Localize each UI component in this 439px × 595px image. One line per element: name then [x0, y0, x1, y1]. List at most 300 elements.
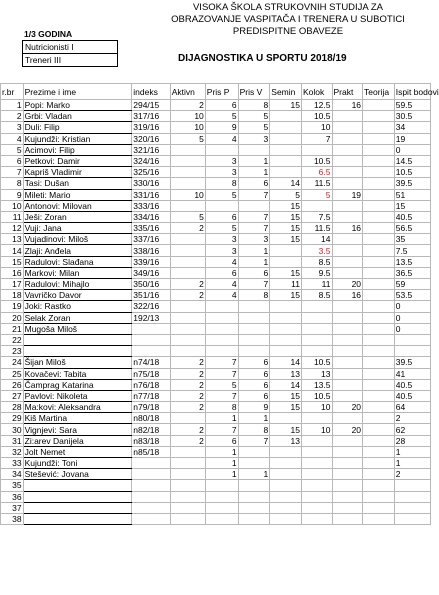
cell-idx[interactable]: 322/16 [132, 301, 170, 312]
cell-idx[interactable]: 338/16 [132, 245, 170, 256]
cell-akt[interactable] [170, 334, 205, 345]
cell-kol[interactable] [301, 301, 332, 312]
cell-teo[interactable] [363, 480, 395, 491]
cell-name[interactable]: Duli: Filip [23, 122, 132, 133]
cell-akt[interactable] [170, 312, 205, 323]
cell-prakt[interactable] [332, 435, 363, 446]
cell-pv[interactable]: 3 [238, 234, 270, 245]
cell-pp[interactable]: 1 [205, 413, 238, 424]
cell-kol[interactable]: 13.5 [301, 379, 332, 390]
cell-rb[interactable]: 24 [1, 357, 24, 368]
cell-prakt[interactable] [332, 323, 363, 334]
cell-kol[interactable]: 14 [301, 234, 332, 245]
cell-pv[interactable]: 6 [238, 357, 270, 368]
cell-rb[interactable]: 38 [1, 513, 24, 524]
cell-isp[interactable]: 36.5 [394, 267, 430, 278]
cell-isp[interactable]: 13.5 [394, 256, 430, 267]
cell-idx[interactable]: n77/18 [132, 390, 170, 401]
cell-pv[interactable]: 7 [238, 279, 270, 290]
cell-rb[interactable]: 34 [1, 469, 24, 480]
cell-akt[interactable]: 2 [170, 390, 205, 401]
cell-teo[interactable] [363, 200, 395, 211]
cell-name[interactable]: Kujundži: Kristian [23, 133, 132, 144]
cell-teo[interactable] [363, 513, 395, 524]
cell-name[interactable]: Kovačevi: Tabita [23, 368, 132, 379]
cell-sem[interactable] [270, 133, 302, 144]
cell-akt[interactable] [170, 144, 205, 155]
cell-teo[interactable] [363, 279, 395, 290]
cell-pp[interactable]: 4 [205, 279, 238, 290]
cell-idx[interactable]: 192/13 [132, 312, 170, 323]
cell-pv[interactable]: 1 [238, 155, 270, 166]
cell-kol[interactable] [301, 446, 332, 457]
cell-prakt[interactable] [332, 155, 363, 166]
cell-pp[interactable] [205, 323, 238, 334]
cell-idx[interactable]: n80/18 [132, 413, 170, 424]
cell-name[interactable]: Ješi: Zoran [23, 211, 132, 222]
cell-sem[interactable]: 15 [270, 223, 302, 234]
cell-kol[interactable]: 10 [301, 402, 332, 413]
cell-name[interactable]: Kujundži: Toni [23, 458, 132, 469]
cell-kol[interactable]: 11.5 [301, 223, 332, 234]
cell-rb[interactable]: 10 [1, 200, 24, 211]
cell-kol[interactable]: 7 [301, 133, 332, 144]
cell-pp[interactable]: 4 [205, 133, 238, 144]
cell-rb[interactable]: 15 [1, 256, 24, 267]
cell-idx[interactable]: n83/18 [132, 435, 170, 446]
cell-kol[interactable]: 7.5 [301, 211, 332, 222]
cell-isp[interactable]: 35 [394, 234, 430, 245]
cell-pp[interactable]: 7 [205, 357, 238, 368]
cell-idx[interactable]: 333/16 [132, 200, 170, 211]
cell-rb[interactable]: 35 [1, 480, 24, 491]
cell-pp[interactable]: 6 [205, 100, 238, 111]
cell-name[interactable]: Jolt Nemet [23, 446, 132, 457]
cell-kol[interactable]: 10.5 [301, 111, 332, 122]
cell-sem[interactable] [270, 513, 302, 524]
cell-isp[interactable]: 59.5 [394, 100, 430, 111]
cell-sem[interactable] [270, 502, 302, 513]
cell-kol[interactable]: 10.5 [301, 155, 332, 166]
cell-akt[interactable]: 2 [170, 100, 205, 111]
cell-isp[interactable]: 59 [394, 279, 430, 290]
cell-isp[interactable]: 39.5 [394, 357, 430, 368]
cell-pv[interactable] [238, 346, 270, 357]
cell-akt[interactable]: 2 [170, 279, 205, 290]
cell-rb[interactable]: 25 [1, 368, 24, 379]
cell-pp[interactable]: 3 [205, 234, 238, 245]
cell-pv[interactable] [238, 491, 270, 502]
cell-sem[interactable] [270, 155, 302, 166]
cell-pv[interactable]: 1 [238, 245, 270, 256]
cell-rb[interactable]: 22 [1, 334, 24, 345]
cell-teo[interactable] [363, 167, 395, 178]
cell-name[interactable]: Pavlovi: Nikoleta [23, 390, 132, 401]
cell-isp[interactable] [394, 334, 430, 345]
cell-teo[interactable] [363, 368, 395, 379]
cell-name[interactable]: Tasi: Dušan [23, 178, 132, 189]
cell-name[interactable]: Stešević: Jovana [23, 469, 132, 480]
cell-isp[interactable]: 39.5 [394, 178, 430, 189]
cell-pp[interactable]: 3 [205, 155, 238, 166]
cell-idx[interactable]: 350/16 [132, 279, 170, 290]
cell-kol[interactable] [301, 144, 332, 155]
cell-akt[interactable] [170, 200, 205, 211]
cell-isp[interactable] [394, 480, 430, 491]
cell-name[interactable]: Radulovi: Mihajlo [23, 279, 132, 290]
cell-isp[interactable]: 1 [394, 446, 430, 457]
cell-kol[interactable]: 8.5 [301, 256, 332, 267]
cell-akt[interactable] [170, 480, 205, 491]
cell-name[interactable]: Šijan Miloš [23, 357, 132, 368]
cell-teo[interactable] [363, 301, 395, 312]
cell-idx[interactable]: 320/16 [132, 133, 170, 144]
cell-isp[interactable]: 56.5 [394, 223, 430, 234]
cell-pv[interactable] [238, 480, 270, 491]
cell-teo[interactable] [363, 413, 395, 424]
cell-akt[interactable]: 10 [170, 189, 205, 200]
cell-idx[interactable]: n79/18 [132, 402, 170, 413]
cell-sem[interactable] [270, 334, 302, 345]
cell-name[interactable]: Radulovi: Slađana [23, 256, 132, 267]
cell-prakt[interactable] [332, 211, 363, 222]
cell-name[interactable]: Selak Zoran [23, 312, 132, 323]
cell-kol[interactable] [301, 469, 332, 480]
cell-pv[interactable]: 1 [238, 167, 270, 178]
cell-prakt[interactable] [332, 390, 363, 401]
cell-pp[interactable] [205, 312, 238, 323]
cell-pv[interactable]: 6 [238, 368, 270, 379]
cell-kol[interactable]: 13 [301, 368, 332, 379]
cell-kol[interactable] [301, 502, 332, 513]
cell-prakt[interactable] [332, 245, 363, 256]
cell-sem[interactable] [270, 491, 302, 502]
cell-kol[interactable]: 10 [301, 122, 332, 133]
cell-prakt[interactable] [332, 312, 363, 323]
cell-rb[interactable]: 3 [1, 122, 24, 133]
cell-teo[interactable] [363, 245, 395, 256]
cell-name[interactable]: Zi:arev Danijela [23, 435, 132, 446]
cell-idx[interactable] [132, 323, 170, 334]
cell-pv[interactable] [238, 334, 270, 345]
cell-teo[interactable] [363, 334, 395, 345]
cell-isp[interactable]: 7.5 [394, 245, 430, 256]
cell-kol[interactable] [301, 346, 332, 357]
cell-akt[interactable]: 5 [170, 133, 205, 144]
cell-prakt[interactable] [332, 234, 363, 245]
cell-prakt[interactable] [332, 346, 363, 357]
cell-teo[interactable] [363, 346, 395, 357]
cell-teo[interactable] [363, 155, 395, 166]
cell-idx[interactable]: 321/16 [132, 144, 170, 155]
cell-prakt[interactable] [332, 178, 363, 189]
cell-pp[interactable]: 5 [205, 223, 238, 234]
cell-idx[interactable] [132, 469, 170, 480]
cell-akt[interactable]: 2 [170, 402, 205, 413]
cell-isp[interactable]: 0 [394, 301, 430, 312]
cell-prakt[interactable] [332, 357, 363, 368]
cell-idx[interactable]: 334/16 [132, 211, 170, 222]
cell-kol[interactable] [301, 491, 332, 502]
cell-pp[interactable]: 7 [205, 390, 238, 401]
cell-sem[interactable]: 15 [270, 267, 302, 278]
cell-name[interactable]: Petkovi: Damir [23, 155, 132, 166]
cell-kol[interactable] [301, 435, 332, 446]
cell-prakt[interactable] [332, 133, 363, 144]
cell-rb[interactable]: 9 [1, 189, 24, 200]
cell-teo[interactable] [363, 111, 395, 122]
cell-sem[interactable]: 15 [270, 100, 302, 111]
cell-rb[interactable]: 32 [1, 446, 24, 457]
cell-akt[interactable]: 2 [170, 379, 205, 390]
cell-pv[interactable] [238, 200, 270, 211]
cell-teo[interactable] [363, 290, 395, 301]
cell-rb[interactable]: 6 [1, 155, 24, 166]
cell-rb[interactable]: 33 [1, 458, 24, 469]
cell-name[interactable]: Antonovi: Milovan [23, 200, 132, 211]
cell-isp[interactable]: 1 [394, 458, 430, 469]
cell-name[interactable] [23, 513, 132, 524]
cell-rb[interactable]: 1 [1, 100, 24, 111]
cell-isp[interactable]: 0 [394, 312, 430, 323]
cell-rb[interactable]: 12 [1, 223, 24, 234]
cell-pp[interactable] [205, 491, 238, 502]
column-header[interactable]: Prakt [332, 84, 363, 100]
cell-pp[interactable]: 9 [205, 122, 238, 133]
cell-pp[interactable] [205, 200, 238, 211]
cell-prakt[interactable] [332, 480, 363, 491]
cell-isp[interactable]: 2 [394, 469, 430, 480]
cell-kol[interactable]: 12.5 [301, 100, 332, 111]
cell-rb[interactable]: 36 [1, 491, 24, 502]
cell-sem[interactable] [270, 480, 302, 491]
cell-pv[interactable]: 6 [238, 379, 270, 390]
cell-rb[interactable]: 30 [1, 424, 24, 435]
cell-isp[interactable] [394, 491, 430, 502]
cell-pp[interactable] [205, 301, 238, 312]
cell-sem[interactable] [270, 312, 302, 323]
cell-name[interactable] [23, 480, 132, 491]
cell-prakt[interactable] [332, 502, 363, 513]
cell-idx[interactable]: 351/16 [132, 290, 170, 301]
cell-teo[interactable] [363, 211, 395, 222]
cell-isp[interactable]: 19 [394, 133, 430, 144]
cell-name[interactable]: Vuji: Jana [23, 223, 132, 234]
cell-pv[interactable] [238, 301, 270, 312]
cell-teo[interactable] [363, 189, 395, 200]
cell-sem[interactable]: 13 [270, 435, 302, 446]
cell-isp[interactable]: 41 [394, 368, 430, 379]
cell-prakt[interactable] [332, 200, 363, 211]
column-header[interactable]: Ispit bodovi [394, 84, 430, 100]
cell-teo[interactable] [363, 491, 395, 502]
cell-pp[interactable]: 3 [205, 245, 238, 256]
cell-idx[interactable]: n75/18 [132, 368, 170, 379]
cell-kol[interactable] [301, 413, 332, 424]
cell-rb[interactable]: 8 [1, 178, 24, 189]
cell-name[interactable]: Čamprag Katarina [23, 379, 132, 390]
cell-teo[interactable] [363, 312, 395, 323]
cell-teo[interactable] [363, 223, 395, 234]
cell-sem[interactable] [270, 245, 302, 256]
cell-name[interactable]: Vignjevi: Sara [23, 424, 132, 435]
cell-teo[interactable] [363, 424, 395, 435]
cell-pp[interactable] [205, 346, 238, 357]
cell-isp[interactable]: 64 [394, 402, 430, 413]
cell-akt[interactable] [170, 167, 205, 178]
cell-rb[interactable]: 37 [1, 502, 24, 513]
cell-prakt[interactable]: 20 [332, 279, 363, 290]
cell-isp[interactable]: 40.5 [394, 379, 430, 390]
cell-akt[interactable] [170, 413, 205, 424]
cell-isp[interactable]: 51 [394, 189, 430, 200]
cell-pv[interactable]: 7 [238, 223, 270, 234]
cell-akt[interactable] [170, 256, 205, 267]
cell-kol[interactable] [301, 323, 332, 334]
cell-akt[interactable] [170, 513, 205, 524]
cell-pp[interactable]: 7 [205, 424, 238, 435]
cell-sem[interactable]: 15 [270, 402, 302, 413]
cell-akt[interactable] [170, 301, 205, 312]
cell-akt[interactable] [170, 491, 205, 502]
cell-isp[interactable]: 62 [394, 424, 430, 435]
cell-teo[interactable] [363, 458, 395, 469]
cell-prakt[interactable]: 19 [332, 189, 363, 200]
cell-name[interactable]: Kiš Martina [23, 413, 132, 424]
cell-rb[interactable]: 23 [1, 346, 24, 357]
cell-prakt[interactable]: 16 [332, 290, 363, 301]
column-header[interactable]: Pris V [238, 84, 270, 100]
cell-idx[interactable] [132, 346, 170, 357]
cell-idx[interactable]: 339/16 [132, 256, 170, 267]
cell-name[interactable]: Ma:kovi: Aleksandra [23, 402, 132, 413]
cell-idx[interactable]: 337/16 [132, 234, 170, 245]
cell-pv[interactable]: 5 [238, 122, 270, 133]
cell-rb[interactable]: 11 [1, 211, 24, 222]
cell-name[interactable]: Acimovi: Filip [23, 144, 132, 155]
cell-prakt[interactable] [332, 491, 363, 502]
cell-rb[interactable]: 18 [1, 290, 24, 301]
cell-pv[interactable] [238, 144, 270, 155]
cell-name[interactable]: Mileti: Mario [23, 189, 132, 200]
cell-idx[interactable]: 335/16 [132, 223, 170, 234]
cell-kol[interactable] [301, 513, 332, 524]
cell-teo[interactable] [363, 178, 395, 189]
cell-pv[interactable] [238, 502, 270, 513]
cell-name[interactable] [23, 334, 132, 345]
cell-name[interactable]: Grbi: Vladan [23, 111, 132, 122]
cell-sem[interactable] [270, 413, 302, 424]
cell-akt[interactable] [170, 178, 205, 189]
cell-sem[interactable]: 11 [270, 279, 302, 290]
cell-pv[interactable]: 6 [238, 390, 270, 401]
cell-sem[interactable] [270, 256, 302, 267]
cell-pv[interactable]: 8 [238, 290, 270, 301]
cell-akt[interactable] [170, 267, 205, 278]
cell-isp[interactable]: 34 [394, 122, 430, 133]
cell-idx[interactable]: n82/18 [132, 424, 170, 435]
cell-teo[interactable] [363, 133, 395, 144]
column-header[interactable]: Semin [270, 84, 302, 100]
cell-sem[interactable]: 15 [270, 211, 302, 222]
cell-teo[interactable] [363, 234, 395, 245]
cell-pv[interactable]: 8 [238, 424, 270, 435]
cell-sem[interactable] [270, 469, 302, 480]
cell-isp[interactable]: 2 [394, 413, 430, 424]
cell-kol[interactable]: 6.5 [301, 167, 332, 178]
cell-teo[interactable] [363, 502, 395, 513]
cell-akt[interactable] [170, 502, 205, 513]
cell-teo[interactable] [363, 469, 395, 480]
cell-prakt[interactable]: 20 [332, 424, 363, 435]
cell-prakt[interactable] [332, 167, 363, 178]
cell-rb[interactable]: 31 [1, 435, 24, 446]
cell-sem[interactable]: 15 [270, 424, 302, 435]
cell-rb[interactable]: 26 [1, 379, 24, 390]
cell-name[interactable] [23, 491, 132, 502]
cell-sem[interactable]: 14 [270, 178, 302, 189]
cell-akt[interactable] [170, 245, 205, 256]
cell-prakt[interactable] [332, 122, 363, 133]
cell-pv[interactable] [238, 323, 270, 334]
cell-rb[interactable]: 4 [1, 133, 24, 144]
column-header[interactable]: Aktivn [170, 84, 205, 100]
cell-idx[interactable]: 324/16 [132, 155, 170, 166]
cell-pv[interactable] [238, 458, 270, 469]
cell-isp[interactable]: 40.5 [394, 211, 430, 222]
cell-sem[interactable] [270, 346, 302, 357]
cell-sem[interactable] [270, 446, 302, 457]
cell-kol[interactable] [301, 480, 332, 491]
column-header[interactable]: Prezime i ime [23, 84, 132, 100]
cell-idx[interactable]: 325/16 [132, 167, 170, 178]
cell-idx[interactable] [132, 480, 170, 491]
cell-pv[interactable]: 1 [238, 469, 270, 480]
cell-prakt[interactable] [332, 413, 363, 424]
cell-sem[interactable]: 14 [270, 379, 302, 390]
cell-kol[interactable]: 5 [301, 189, 332, 200]
cell-name[interactable]: Joki: Rastko [23, 301, 132, 312]
cell-teo[interactable] [363, 402, 395, 413]
cell-idx[interactable]: n74/18 [132, 357, 170, 368]
cell-idx[interactable]: 331/16 [132, 189, 170, 200]
cell-isp[interactable] [394, 513, 430, 524]
cell-pp[interactable] [205, 144, 238, 155]
cell-akt[interactable]: 5 [170, 211, 205, 222]
cell-akt[interactable] [170, 323, 205, 334]
column-header[interactable]: Kolok [301, 84, 332, 100]
cell-akt[interactable]: 2 [170, 357, 205, 368]
cell-teo[interactable] [363, 323, 395, 334]
cell-pp[interactable]: 1 [205, 469, 238, 480]
cell-akt[interactable]: 10 [170, 122, 205, 133]
cell-rb[interactable]: 21 [1, 323, 24, 334]
cell-rb[interactable]: 17 [1, 279, 24, 290]
cell-pv[interactable]: 3 [238, 133, 270, 144]
cell-pv[interactable]: 8 [238, 100, 270, 111]
cell-kol[interactable] [301, 458, 332, 469]
cell-idx[interactable]: 317/16 [132, 111, 170, 122]
cell-teo[interactable] [363, 144, 395, 155]
cell-pv[interactable]: 6 [238, 178, 270, 189]
cell-isp[interactable] [394, 346, 430, 357]
cell-teo[interactable] [363, 122, 395, 133]
cell-sem[interactable] [270, 301, 302, 312]
cell-isp[interactable]: 14.5 [394, 155, 430, 166]
cell-isp[interactable]: 0 [394, 323, 430, 334]
cell-sem[interactable]: 15 [270, 234, 302, 245]
cell-teo[interactable] [363, 267, 395, 278]
